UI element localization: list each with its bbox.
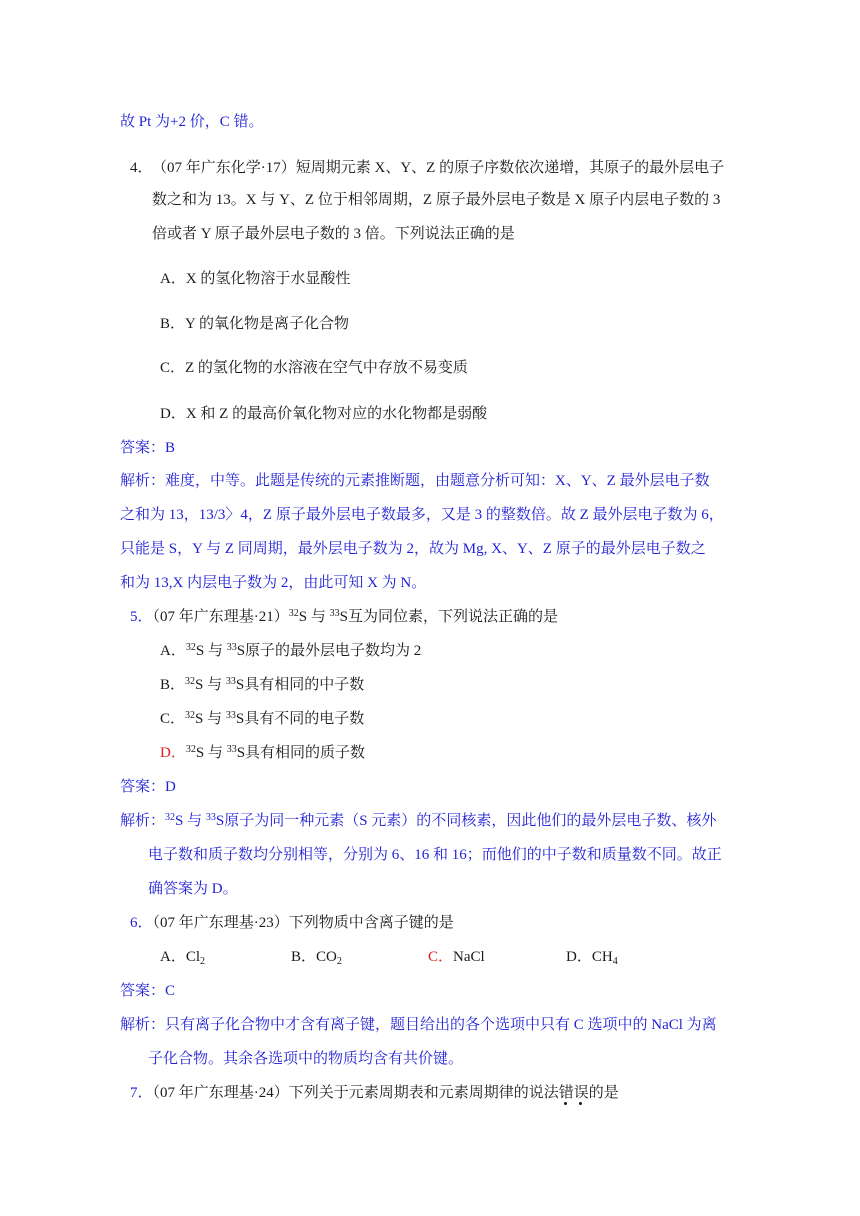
isotope-symbol: S <box>195 745 205 761</box>
q5-option-b <box>160 675 364 695</box>
isotope-symbol: S <box>298 609 308 625</box>
isotope-symbol: S <box>195 677 204 693</box>
explanation-text: 原子为同一种元素（S 元素）的不同核素，因此他们的最外层电子数、核外 <box>224 813 717 829</box>
isotope-mass: 33 <box>225 676 236 687</box>
emphasis-dot <box>579 1102 582 1105</box>
and-word: 与 <box>183 813 206 829</box>
q6-option-a <box>160 947 205 967</box>
q6-option-d <box>566 947 618 967</box>
q6-explanation-line1: 解析：只有离子化合物中才含有离子键，题目给出的各个选项中只有 C 选项中的 NaCl 为离 <box>120 1017 717 1033</box>
option-text: 具有相同的中子数 <box>244 677 365 693</box>
isotope-mass: 33 <box>226 744 237 755</box>
q4-number: 4． <box>130 160 153 176</box>
q4-answer: 答案：B <box>120 440 176 456</box>
option-label: A． <box>160 643 186 659</box>
formula-subscript: 2 <box>336 956 342 967</box>
q7-number: 7． <box>130 1085 153 1101</box>
q6-stem <box>130 913 454 933</box>
emphasis-dot <box>564 1102 567 1105</box>
formula: NaCl <box>453 949 485 965</box>
q5-source: （07 年广东理基·21） <box>152 609 289 625</box>
option-label: A． <box>160 949 186 965</box>
isotope-mass: 33 <box>329 608 340 619</box>
isotope-mass: 33 <box>226 642 237 653</box>
q4-explanation-line4: 和为 13,X 内层电子数为 2，由此可知 X 为 N。 <box>120 575 427 591</box>
q5-explanation-line3: 确答案为 D。 <box>148 881 238 897</box>
q4-stem-line2: 数之和为 13。X 与 Y、Z 位于相邻周期，Z 原子最外层电子数是 X 原子内层电子数的 3 <box>152 192 721 208</box>
q6-option-c <box>428 947 485 967</box>
isotope-mass: 32 <box>288 608 299 619</box>
q4-option-a: A．X 的氢化物溶于水显酸性 <box>160 271 351 287</box>
q4-explanation-line1: 解析：难度，中等。此题是传统的元素推断题，由题意分析可知：X、Y、Z 最外层电子数 <box>120 473 710 489</box>
q4-option-b: B．Y 的氧化物是离子化合物 <box>160 316 350 332</box>
q4-explanation-line3: 只能是 S，Y 与 Z 同周期，最外层电子数为 2，故为 Mg, X、Y、Z 原子的最外层电子数之 <box>120 541 706 557</box>
emphasized-text: 错误 <box>558 1085 589 1101</box>
q5-explanation-line2: 电子数和质子数均分别相等，分别为 6、16 和 16；而他们的中子数和质量数不同。故正 <box>148 847 722 863</box>
emphasized-word <box>559 1085 589 1101</box>
isotope-symbol: S <box>236 643 246 659</box>
carryover-line: 故 Pt 为+2 价，C 错。 <box>120 114 264 130</box>
and-word: 与 <box>203 711 226 727</box>
isotope-symbol: S <box>215 813 225 829</box>
option-label: B． <box>291 949 317 965</box>
and-word: 与 <box>203 677 226 693</box>
q4-option-d: D．X 和 Z 的最高价氧化物对应的水化物都是弱酸 <box>160 406 488 422</box>
isotope-mass: 32 <box>185 744 196 755</box>
isotope-symbol: S <box>195 711 204 727</box>
formula-subscript: 2 <box>200 956 206 967</box>
q6-stem-text: （07 年广东理基·23）下列物质中含离子键的是 <box>152 915 454 931</box>
q5-option-d <box>160 743 365 763</box>
isotope-mass: 32 <box>185 676 196 687</box>
formula: CO <box>316 949 337 965</box>
isotope-symbol: S <box>235 711 245 727</box>
q5-explanation-line1 <box>120 811 716 831</box>
q7-stem-end: 的是 <box>588 1085 619 1101</box>
q6-option-b <box>291 947 342 967</box>
q6-answer: 答案：C <box>120 983 176 999</box>
q4-stem-line3: 倍或者 Y 原子最外层电子数的 3 倍。下列说法正确的是 <box>152 226 515 242</box>
isotope-symbol: S <box>195 643 205 659</box>
formula: CH <box>591 949 613 965</box>
q6-explanation-line2: 子化合物。其余各选项中的物质均含有共价键。 <box>148 1051 464 1067</box>
isotope-symbol: S <box>175 813 184 829</box>
isotope-symbol: S <box>236 745 246 761</box>
isotope-mass: 33 <box>225 710 236 721</box>
q7-stem-text: （07 年广东理基·24）下列关于元素周期表和元素周期律的说法 <box>152 1085 559 1101</box>
q5-stem-text: 互为同位素，下列说法正确的是 <box>347 609 558 625</box>
q5-number: 5． <box>130 609 153 625</box>
formula-subscript: 4 <box>612 956 618 967</box>
isotope-mass: 32 <box>165 812 176 823</box>
formula: Cl <box>185 949 201 965</box>
explanation-label: 解析： <box>120 813 166 829</box>
q6-number: 6． <box>130 915 153 931</box>
q5-stem <box>130 607 558 627</box>
and-word: 与 <box>204 745 227 761</box>
q4-option-c: C．Z 的氢化物的水溶液在空气中存放不易变质 <box>160 360 468 376</box>
option-label: C． <box>160 711 186 727</box>
option-label-correct: C． <box>428 949 454 965</box>
q4-stem-line1: （07 年广东化学·17）短周期元素 X、Y、Z 的原子序数依次递增，其原子的最外层电子 <box>152 160 725 176</box>
isotope-symbol: S <box>339 609 348 625</box>
q5-option-a <box>160 641 421 661</box>
isotope-symbol: S <box>235 677 245 693</box>
and-word: 与 <box>204 643 227 659</box>
option-label: D． <box>566 949 592 965</box>
and-word: 与 <box>307 609 330 625</box>
option-text: 具有相同的质子数 <box>245 745 366 761</box>
option-text: 原子的最外层电子数均为 2 <box>245 643 422 659</box>
option-text: 具有不同的电子数 <box>244 711 365 727</box>
isotope-mass: 32 <box>185 710 196 721</box>
q5-answer: 答案：D <box>120 779 176 795</box>
isotope-mass: 32 <box>185 642 196 653</box>
q4-explanation-line2: 之和为 13，13/3〉4，Z 原子最外层电子数最多，又是 3 的整数倍。故 Z 最外层电子数为 6， <box>120 507 724 523</box>
option-label: B． <box>160 677 186 693</box>
option-label-correct: D． <box>160 745 186 761</box>
q7-stem <box>130 1083 619 1103</box>
q5-option-c <box>160 709 364 729</box>
isotope-mass: 33 <box>205 812 216 823</box>
